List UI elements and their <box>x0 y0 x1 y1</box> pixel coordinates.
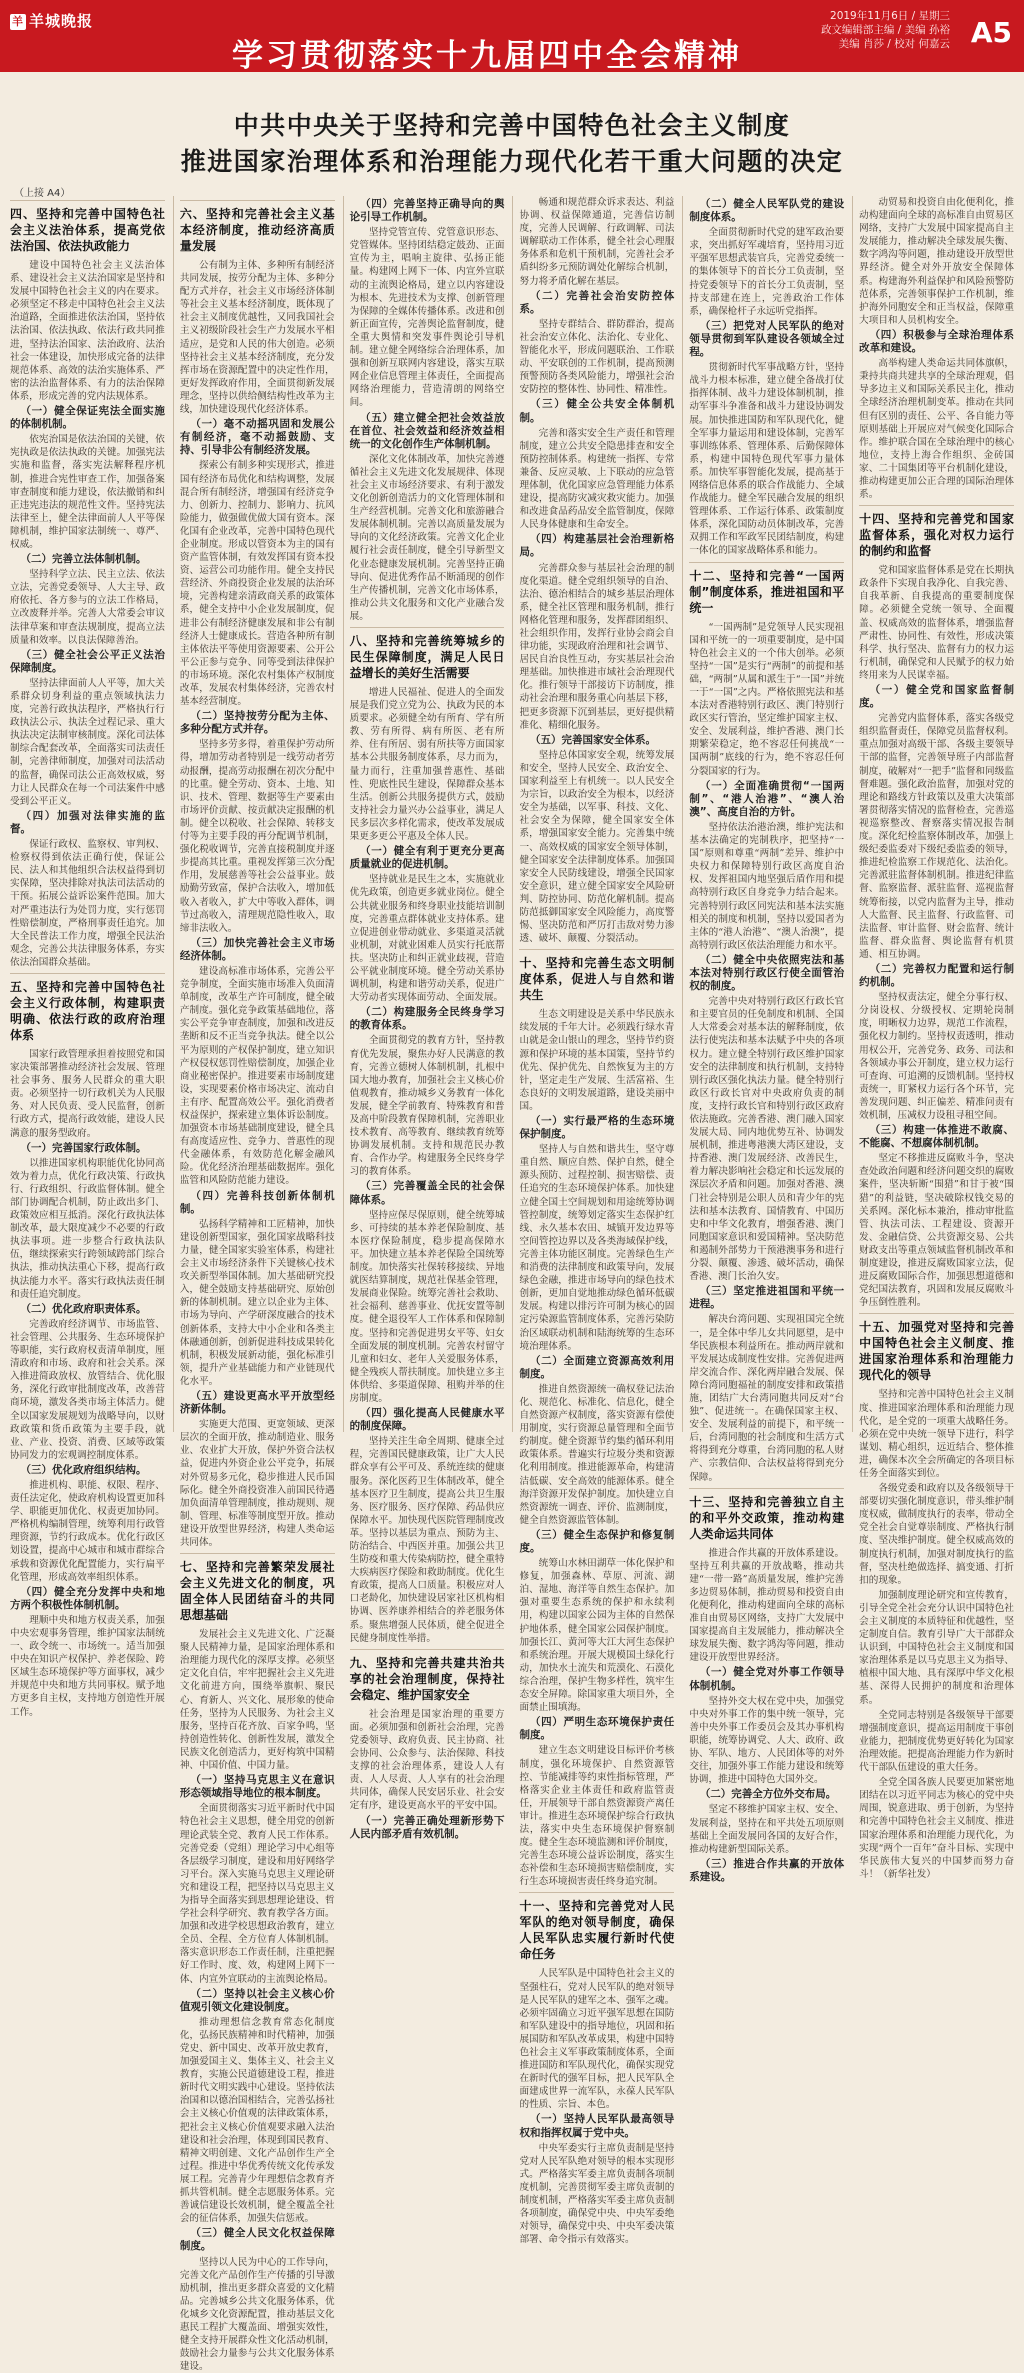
subsection-heading: （二）坚持以社会主义核心价值观引领文化建设制度。 <box>180 1988 335 2014</box>
subsection-heading: （三）优化政府组织结构。 <box>10 1464 165 1477</box>
paragraph: 以推进国家机构职能优化协同高效为着力点，优化行政决策、行政执行、行政组织、行政监督体制。健全部门协调配合机制，防止政出多门、政策效应相互抵消。深化行政执法体制改革，最大限度减少不必要的行政执法事项。进一步整合行政执法队伍，继续探索实行跨领域跨部门综合执法，推动执法重心下移，提高行政执法能力水平。落实行政执法责任制和责任追究制度。 <box>10 1157 165 1301</box>
section-heading: 四、坚持和完善中国特色社会主义法治体系，提高党依法治国、依法执政能力 <box>10 200 165 254</box>
subsection-heading: （二）完善立法体制机制。 <box>10 553 165 566</box>
column-text <box>859 196 1014 1881</box>
subsection-heading: （一）全面准确贯彻“一国两制”、“港人治港”、“澳人治澳”、高度自治的方针。 <box>689 780 844 819</box>
paragraph: 推进自然资源统一确权登记法治化、规范化、标准化、信息化，健全自然资源产权制度，落实资源有偿使用制度，实行资源总量管理和全面节约制度。健全资源节约集约循环利用政策体系。普遍实行垃圾分类和资源化利用制度。推进能源革命，构建清洁低碳、安全高效的能源体系。健全海洋资源开发保护制度。加快建立自然资源统一调查、评价、监测制度，健全自然资源监管体制。 <box>519 1383 674 1527</box>
subsection-heading: （三）坚定推进祖国和平统一进程。 <box>689 1285 844 1311</box>
column-text <box>350 198 505 1841</box>
paragraph: 坚持和完善中国特色社会主义制度、推进国家治理体系和治理能力现代化，是全党的一项重大战略任务。必须在党中央统一领导下进行，科学谋划、精心组织，远近结合、整体推进，确保本次全会所确定的各项目标任务全面落实到位。 <box>859 1388 1014 1480</box>
subsection-heading: （一）健全党对外事工作领导体制机制。 <box>689 1666 844 1692</box>
subsection-heading: （一）完善国家行政体制。 <box>10 1142 165 1155</box>
paragraph: 增进人民福祉、促进人的全面发展是我们党立党为公、执政为民的本质要求。必须健全幼有所育、学有所教、劳有所得、病有所医、老有所养、住有所居、弱有所扶等方面国家基本公共服务制度体系，尽力而为，量力而行，注重加强普惠性、基础性、兜底性民生建设，保障群众基本生活。创新公共服务提供方式，鼓励支持社会力量兴办公益事业，满足人民多层次多样化需求，使改革发展成果更多更公平惠及全体人民。 <box>350 686 505 843</box>
paragraph: 坚持应保尽保原则，健全统筹城乡、可持续的基本养老保险制度、基本医疗保险制度，稳步提高保障水平。加快建立基本养老保险全国统筹制度。加快落实社保转移接续、异地就医结算制度，规范社保基金管理，发展商业保险。统筹完善社会救助、社会福利、慈善事业、优抚安置等制度。健全退役军人工作体系和保障制度。坚持和完善促进男女平等、妇女全面发展的制度机制。完善农村留守儿童和妇女、老年人关爱服务体系，健全残疾人帮扶制度。加快建立多主体供给、多渠道保障、租购并举的住房制度。 <box>350 1209 505 1405</box>
subsection-heading: （一）健全保证宪法全面实施的体制机制。 <box>10 405 165 431</box>
paragraph: 全面贯彻落实习近平新时代中国特色社会主义思想，健全用党的创新理论武装全党、教育人民工作体系。完善党委（党组）理论学习中心组等各层级学习制度，建设和用好网络学习平台。深入实施马克思主义理论研究和建设工程，把坚持以马克思主义为指导全面落实到思想理论建设、哲学社会科学研究、教育教学各方面。加强和改进学校思想政治教育，建立全员、全程、全方位育人体制机制。落实意识形态工作责任制，注重把握好工作时、度、效，构建网上网下一体、内宣外宣联动的主流舆论格局。 <box>180 1802 335 1985</box>
paragraph: 推动理想信念教育常态化制度化，弘扬民族精神和时代精神，加强党史、新中国史、改革开放史教育，加强爱国主义、集体主义、社会主义教育，实施公民道德建设工程，推进新时代文明实践中心建设。坚持依法治国和以德治国相结合，完善弘扬社会主义核心价值观的法律政策体系，把社会主义核心价值观要求融入法治建设和社会治理，体现到国民教育、精神文明创建、文化产品创作生产全过程。推进中华优秀传统文化传承发展工程。完善青少年理想信念教育齐抓共管机制。健全志愿服务体系。完善诚信建设长效机制，健全覆盖全社会的征信体系，加强失信惩戒。 <box>180 2016 335 2226</box>
paragraph: 统筹山水林田湖草一体化保护和修复，加强森林、草原、河流、湖泊、湿地、海洋等自然生态保护。加强对重要生态系统的保护和永续利用，构建以国家公园为主体的自然保护地体系，健全国家公园保护制度。加强长江、黄河等大江大河生态保护和系统治理。开展大规模国土绿化行动，加快水土流失和荒漠化、石漠化综合治理，保护生物多样性，筑牢生态安全屏障。除国家重大项目外，全面禁止围填海。 <box>519 1557 674 1714</box>
paragraph: 坚持依法治港治澳，维护宪法和基本法确定的宪制秩序，把坚持“一国”原则和尊重“两制”差异、维护中央权力和保障特别行政区高度自治权、发挥祖国内地坚强后盾作用和提高特别行政区自身竞争力结合起来。完善特别行政区同宪法和基本法实施相关的制度和机制，坚持以爱国者为主体的“港人治港”、“澳人治澳”，提高特别行政区依法治理能力和水平。 <box>689 821 844 952</box>
subsection-heading: （四）强化提高人民健康水平的制度保障。 <box>350 1407 505 1433</box>
paragraph: 高举构建人类命运共同体旗帜，秉持共商共建共享的全球治理观，倡导多边主义和国际关系民主化，推动全球经济治理机制变革。推动在共同但有区别的责任、公平、各自能力等原则基础上开展应对气候变化国际合作。维护联合国在全球治理中的核心地位，支持上海合作组织、金砖国家、二十国集团等平台机制化建设，推动构建更加公正合理的国际治理体系。 <box>859 357 1014 501</box>
paragraph: 完善和落实安全生产责任和管理制度，建立公共安全隐患排查和安全预防控制体系。构建统一指挥、专常兼备、反应灵敏、上下联动的应急管理体制，优化国家应急管理能力体系建设，提高防灾减灾救灾能力。加强和改进食品药品安全监管制度，保障人民身体健康和生命安全。 <box>519 427 674 532</box>
paragraph: 坚持党管宣传、党管意识形态、党管媒体。坚持团结稳定鼓劲、正面宣传为主，唱响主旋律、弘扬正能量。构建网上网下一体、内宣外宣联动的主流舆论格局，建立以内容建设为根本、先进技术为支撑、创新管理为保障的全媒体传播体系。改进和创新正面宣传，完善舆论监督制度，健全重大舆情和突发事件舆论引导机制。建立健全网络综合治理体系，加强和创新互联网内容建设，落实互联网企业信息管理主体责任，全面提高网络治理能力，营造清朗的网络空间。 <box>350 226 505 409</box>
paragraph: 坚持专群结合、群防群治，提高社会治安立体化、法治化、专业化、智能化水平，形成问题联治、工作联动、平安联创的工作机制，提高预测预警预防各类风险能力，增强社会治安防控的整体性、协同性、精准性。 <box>519 318 674 397</box>
paragraph: 弘扬科学精神和工匠精神，加快建设创新型国家，强化国家战略科技力量，健全国家实验室体系，构建社会主义市场经济条件下关键核心技术攻关新型举国体制。加大基础研究投入，健全鼓励支持基础研究、原始创新的体制机制。建立以企业为主体、市场为导向、产学研深度融合的技术创新体系，支持大中小企业和各类主体融通创新，创新促进科技成果转化机制，积极发展新动能，强化标准引领，提升产业基础能力和产业链现代化水平。 <box>180 1218 335 1388</box>
column-text <box>180 200 335 2373</box>
section-heading: 十二、坚持和完善“一国两制”制度体系，推进祖国和平统一 <box>689 562 844 616</box>
paragraph: 建立生态文明建设目标评价考核制度，强化环境保护、自然资源管控、节能减排等约束性指标管理，严格落实企业主体责任和政府监管责任，开展领导干部自然资源资产离任审计。推进生态环境保护综合行政执法，落实中央生态环境保护督察制度。健全生态环境监测和评价制度，完善生态环境公益诉讼制度，落实生态补偿和生态环境损害赔偿制度，实行生态环境损害责任终身追究制。 <box>519 1744 674 1888</box>
subsection-heading: （三）健全人民文化权益保障制度。 <box>180 2227 335 2253</box>
paragraph: 实施更大范围、更宽领域、更深层次的全面开放，推动制造业、服务业、农业扩大开放，保护外资合法权益，促进内外资企业公平竞争，拓展对外贸易多元化，稳步推进人民币国际化。健全外商投资准入前国民待遇加负面清单管理制度，推动规则、规制、管理、标准等制度型开放。推动建设开放型世界经济，构建人类命运共同体。 <box>180 1418 335 1549</box>
paragraph: 建设高标准市场体系，完善公平竞争制度，全面实施市场准入负面清单制度，改革生产许可制度，健全破产制度。强化竞争政策基础地位，落实公平竞争审查制度，加强和改进反垄断和反不正当竞争执法。健全以公平为原则的产权保护制度，建立知识产权侵权惩罚性赔偿制度，加强企业商业秘密保护。推进要素市场制度建设，实现要素价格市场决定、流动自主有序、配置高效公平。强化消费者权益保护，探索建立集体诉讼制度。加强资本市场基础制度建设，健全具有高度适应性、竞争力、普惠性的现代金融体系，有效防范化解金融风险。优化经济治理基础数据库。强化监管和风险防范能力建设。 <box>180 965 335 1188</box>
paragraph: 坚持关注生命全周期、健康全过程，完善国民健康政策，让广大人民群众享有公平可及、系统连续的健康服务。深化医药卫生体制改革，健全基本医疗卫生制度，提高公共卫生服务、医疗服务、医疗保障、药品供应保障水平。加快现代医院管理制度改革。坚持以基层为重点、预防为主、防治结合、中西医并重。加强公共卫生防疫和重大传染病防控，健全重特大疾病医疗保险和救助制度。优化生育政策，提高人口质量。积极应对人口老龄化，加快建设居家社区机构相协调、医养康养相结合的养老服务体系。聚焦增强人民体质，健全促进全民健身制度性举措。 <box>350 1435 505 1645</box>
paragraph: 解决台湾问题、实现祖国完全统一，是全体中华儿女共同愿望，是中华民族根本利益所在。推动两岸就和平发展达成制度性安排。完善促进两岸交流合作、深化两岸融合发展、保障台湾同胞福祉的制度安排和政策措施，团结广大台湾同胞共同反对“台独”、促进统一。在确保国家主权、安全、发展利益的前提下，和平统一后，台湾同胞的社会制度和生活方式将得到充分尊重，台湾同胞的私人财产、宗教信仰、合法权益将得到充分保障。 <box>689 1313 844 1483</box>
paragraph: 坚持权责法定，健全分事行权、分岗设权、分级授权、定期轮岗制度，明晰权力边界，规范工作流程，强化权力制约。坚持权责透明，推动用权公开，完善党务、政务、司法和各领域办事公开制度，建立权力运行可查询、可追溯的反馈机制。坚持权责统一，盯紧权力运行各个环节，完善发现问题、纠正偏差、精准问责有效机制，压减权力设租寻租空间。 <box>859 991 1014 1122</box>
editors-line-2: 美编 肖莎 / 校对 何嘉云 <box>821 37 950 51</box>
subsection-heading: （二）全面建立资源高效利用制度。 <box>519 1355 674 1381</box>
subsection-heading: （二）构建服务全民终身学习的教育体系。 <box>350 1006 505 1032</box>
article-column <box>512 196 674 1432</box>
paragraph: 全面贯彻党的教育方针，坚持教育优先发展，聚焦办好人民满意的教育，完善立德树人体制机制，扎根中国大地办教育，加强社会主义核心价值观教育，推动城乡义务教育一体化发展，健全学前教育、特殊教育和普及高中阶段教育保障机制，完善职业技术教育、高等教育、继续教育统筹协调发展机制。支持和规范民办教育、合作办学。构建服务全民终身学习的教育体系。 <box>350 1034 505 1178</box>
paragraph: 全面贯彻新时代党的建军政治要求，突出抓好军魂培育，坚持用习近平强军思想武装官兵，完善党委统一的集体领导下的首长分工负责制，坚持党委领导下的首长分工负责制，坚持支部建在连上，完善政治工作体系，确保枪杆子永远听党指挥。 <box>689 226 844 318</box>
paragraph: 畅通和规范群众诉求表达、利益协调、权益保障通道，完善信访制度，完善人民调解、行政调解、司法调解联动工作体系，健全社会心理服务体系和危机干预机制，完善社会矛盾纠纷多元预防调处化解综合机制，努力将矛盾化解在基层。 <box>519 196 674 288</box>
issue-date: 2019年11月6日 / 星期三 <box>821 9 950 23</box>
article-column <box>173 196 335 1432</box>
section-heading: 六、坚持和完善社会主义基本经济制度，推动经济高质量发展 <box>180 200 335 254</box>
paragraph: 坚持就业是民生之本，实施就业优先政策，创造更多就业岗位。健全公共就业服务和终身职业技能培训制度，完善重点群体就业支持体系。建立促进创业带动就业、多渠道灵活就业机制，对就业困难人员实行托底帮扶。坚决防止和纠正就业歧视，营造公平就业制度环境。健全劳动关系协调机制，构建和谐劳动关系，促进广大劳动者实现体面劳动、全面发展。 <box>350 873 505 1004</box>
subsection-heading: （四）完善坚持正确导向的舆论引导工作机制。 <box>350 198 505 224</box>
section-heading: 十五、加强党对坚持和完善中国特色社会主义制度、推进国家治理体系和治理能力现代化的领导 <box>859 1313 1014 1383</box>
paragraph: “一国两制”是党领导人民实现祖国和平统一的一项重要制度，是中国特色社会主义的一个伟大创举。必须坚持“一国”是实行“两制”的前提和基础，“两制”从属和派生于“一国”并统一于“一国”之内。严格依照宪法和基本法对香港特别行政区、澳门特别行政区实行管治，坚定维护国家主权、安全、发展利益，维护香港、澳门长期繁荣稳定，绝不容忍任何挑战“一国两制”底线的行为，绝不容忍任何分裂国家的行为。 <box>689 621 844 778</box>
paragraph: 公有制为主体、多种所有制经济共同发展，按劳分配为主体、多种分配方式并存，社会主义市场经济体制等社会主义基本经济制度，既体现了社会主义制度优越性，又同我国社会主义初级阶段社会生产力发展水平相适应，是党和人民的伟大创造。必须坚持社会主义基本经济制度，充分发挥市场在资源配置中的决定性作用，更好发挥政府作用，全面贯彻新发展理念，坚持以供给侧结构性改革为主线，加快建设现代化经济体系。 <box>180 259 335 416</box>
paragraph: 保证行政权、监察权、审判权、检察权得到依法正确行使，保证公民、法人和其他组织合法权益得到切实保障，坚决排除对执法司法活动的干预。拓展公益诉讼案件范围。加大对严重违法行为处罚力度，实行惩罚性赔偿制度，严格刑事责任追究。加大全民普法工作力度，增强全民法治观念，完善公共法律服务体系，夯实依法治国群众基础。 <box>10 838 165 969</box>
paragraph: 理顺中央和地方权责关系，加强中央宏观事务管理，维护国家法制统一、政令统一、市场统一。适当加强中央在知识产权保护、养老保险、跨区域生态环境保护等方面事权，减少并规范中央和地方共同事权。赋予地方更多自主权，支持地方创造性开展工作。 <box>10 1614 165 1719</box>
subsection-heading: （二）完善全方位外交布局。 <box>689 1788 844 1801</box>
paragraph: 坚持法律面前人人平等，加大关系群众切身利益的重点领域执法力度，完善行政执法程序，严格执行行政执法公示、执法全过程记录、重大执法决定法制审核制度。深化司法体制综合配套改革，全面落实司法责任制，完善律师制度，加强对司法活动的监督，确保司法公正高效权威，努力让人民群众在每一个司法案件中感受到公平正义。 <box>10 677 165 808</box>
logo-seal-icon: 羊 <box>10 14 26 30</box>
headline-line-2: 推进国家治理体系和治理能力现代化若干重大问题的决定 <box>0 144 1024 180</box>
paragraph: 党和国家监督体系是党在长期执政条件下实现自我净化、自我完善、自我革新、自我提高的重要制度保障。必须健全党统一领导、全面覆盖、权威高效的监督体系，增强监督严肃性、协同性、有效性，形成决策科学、执行坚决、监督有力的权力运行机制，确保党和人民赋予的权力始终用来为人民谋幸福。 <box>859 564 1014 682</box>
subsection-heading: （一）毫不动摇巩固和发展公有制经济，毫不动摇鼓励、支持、引导非公有制经济发展。 <box>180 418 335 457</box>
paragraph: 推进合作共赢的开放体系建设。坚持互利共赢的开放战略，推动共建“一带一路”高质量发展，维护完善多边贸易体制，推动贸易和投资自由化便利化，推动构建面向全球的高标准自由贸易区网络，支持广大发展中国家提高自主发展能力，推动解决全球发展失衡、数字鸿沟等问题，推动建设开放型世界经济。 <box>689 1547 844 1665</box>
paragraph: 推进机构、职能、权限、程序、责任法定化，使政府机构设置更加科学、职能更加优化、权责更加协同。严格机构编制管理，统筹利用行政管理资源，节约行政成本。优化行政区划设置，提高中心城市和城市群综合承载和资源优化配置能力，实行扁平化管理，形成高效率组织体系。 <box>10 1479 165 1584</box>
subsection-heading: （三）健全公共安全体制机制。 <box>519 398 674 424</box>
subsection-heading: （五）完善国家安全体系。 <box>519 734 674 747</box>
subsection-heading: （二）优化政府职责体系。 <box>10 1303 165 1316</box>
subsection-heading: （四）健全充分发挥中央和地方两个积极性体制机制。 <box>10 1586 165 1612</box>
subsection-heading: （四）完善科技创新体制机制。 <box>180 1190 335 1216</box>
paragraph: 依宪治国是依法治国的关键，依宪执政是依法执政的关键。加强宪法实施和监督，落实宪法解释程序机制，推进合宪性审查工作，加强备案审查制度和能力建设，依法撤销和纠正违宪违法的规范性文件。坚持宪法法律至上，健全法律面前人人平等保障机制，维护国家法制统一、尊严、权威。 <box>10 433 165 551</box>
paragraph: 完善政府经济调节、市场监管、社会管理、公共服务、生态环境保护等职能，实行政府权责清单制度，厘清政府和市场、政府和社会关系。深入推进简政放权、放管结合、优化服务，深化行政审批制度改革，改善营商环境，激发各类市场主体活力。健全以国家发展规划为战略导向，以财政政策和货币政策为主要手段，就业、产业、投资、消费、区域等政策协同发力的宏观调控制度体系。 <box>10 1318 165 1462</box>
subsection-heading: （三）构建一体推进不敢腐、不能腐、不想腐体制机制。 <box>859 1124 1014 1150</box>
paragraph: 全党同志特别是各级领导干部要增强制度意识，提高运用制度干事创业能力，把制度优势更好转化为国家治理效能。把提高治理能力作为新时代干部队伍建设的重大任务。 <box>859 1709 1014 1774</box>
subsection-heading: （一）健全党和国家监督制度。 <box>859 684 1014 710</box>
subsection-heading: （四）严明生态环境保护责任制度。 <box>519 1716 674 1742</box>
subsection-heading: （四）积极参与全球治理体系改革和建设。 <box>859 329 1014 355</box>
section-heading: 十三、坚持和完善独立自主的和平外交政策，推动构建人类命运共同体 <box>689 1488 844 1542</box>
subsection-heading: （二）坚持按劳分配为主体、多种分配方式并存。 <box>180 710 335 736</box>
column-text <box>519 196 674 2246</box>
section-heading: 五、坚持和完善中国特色社会主义行政体制，构建职责明确、依法行政的政府治理体系 <box>10 973 165 1043</box>
article-column <box>852 196 1014 1432</box>
paragraph: 探索公有制多种实现形式，推进国有经济布局优化和结构调整，发展混合所有制经济，增强国有经济竞争力、创新力、控制力、影响力、抗风险能力，做强做优做大国有资本。深化国有企业改革，完善中国特色现代企业制度。形成以管资本为主的国有资产监管体制，有效发挥国有资本投资、运营公司功能作用。健全支持民营经济、外商投资企业发展的法治环境，完善构建亲清政商关系的政策体系，健全支持中小企业发展制度，促进非公有制经济健康发展和非公有制经济人士健康成长。营造各种所有制主体依法平等使用资源要素、公开公平公正参与竞争、同等受到法律保护的市场环境。深化农村集体产权制度改革，发展农村集体经济，完善农村基本经营制度。 <box>180 459 335 708</box>
paragraph: 社会治理是国家治理的重要方面。必须加强和创新社会治理，完善党委领导、政府负责、民主协商、社会协同、公众参与、法治保障、科技支撑的社会治理体系，建设人人有责、人人尽责、人人享有的社会治理共同体，确保人民安居乐业、社会安定有序，建设更高水平的平安中国。 <box>350 1708 505 1813</box>
paragraph: 坚持外交大权在党中央，加强党中央对外事工作的集中统一领导，完善中央外事工作委员会及其办事机构职能，统筹协调党、人大、政府、政协、军队、地方、人民团体等的对外交往，加强外事工作能力建设和统筹协调，推进中国特色大国外交。 <box>689 1695 844 1787</box>
subsection-heading: （三）健全社会公平正义法治保障制度。 <box>10 649 165 675</box>
paragraph: 人民军队是中国特色社会主义的坚强柱石，党对人民军队的绝对领导是人民军队的建军之本、强军之魂。必须牢固确立习近平强军思想在国防和军队建设中的指导地位，巩固和拓展国防和军队改革成果，构建中国特色社会主义军事政策制度体系，全面推进国防和军队现代化，确保实现党在新时代的强军目标，把人民军队全面建成世界一流军队，永葆人民军队的性质、宗旨、本色。 <box>519 1967 674 2111</box>
page-meta <box>821 9 950 51</box>
column-text <box>10 200 165 1719</box>
editors-line-1: 政文编辑部主编 / 美编 孙裕 <box>821 23 950 37</box>
section-heading: 九、坚持和完善共建共治共享的社会治理制度，保持社会稳定、维护国家安全 <box>350 1649 505 1703</box>
subsection-heading: （一）健全有利于更充分更高质量就业的促进机制。 <box>350 845 505 871</box>
subsection-heading: （四）构建基层社会治理新格局。 <box>519 533 674 559</box>
paragraph: 坚持多劳多得，着重保护劳动所得，增加劳动者特别是一线劳动者劳动报酬，提高劳动报酬在初次分配中的比重。健全劳动、资本、土地、知识、技术、管理、数据等生产要素由市场评价贡献、按贡献决定报酬的机制。健全以税收、社会保障、转移支付等为主要手段的再分配调节机制，强化税收调节，完善直接税制度并逐步提高其比重。重视发挥第三次分配作用，发展慈善等社会公益事业。鼓励勤劳致富，保护合法收入，增加低收入者收入，扩大中等收入群体，调节过高收入，清理规范隐性收入，取缔非法收入。 <box>180 738 335 934</box>
section-heading: 八、坚持和完善统筹城乡的民生保障制度，满足人民日益增长的美好生活需要 <box>350 627 505 681</box>
article-column <box>343 196 505 1432</box>
section-heading: 十一、坚持和完善党对人民军队的绝对领导制度，确保人民军队忠实履行新时代使命任务 <box>519 1892 674 1962</box>
paragraph: 完善党内监督体系，落实各级党组织监督责任，保障党员监督权利。重点加强对高级干部、各级主要领导干部的监督，完善领导班子内部监督制度，破解对“一把手”监督和同级监督难题。强化政治监督，加强对党的理论和路线方针政策以及重大决策部署贯彻落实情况的监督检查，完善巡视巡察整改、督察落实情况报告制度。深化纪检监察体制改革，加强上级纪委监委对下级纪委监委的领导，推进纪检监察工作规范化、法治化。完善派驻监督体制机制。推进纪律监督、监察监督、派驻监督、巡视监督统筹衔接，以党内监督为主导，推动人大监督、民主监督、行政监督、司法监督、审计监督、财会监督、统计监督、群众监督、舆论监督有机贯通、相互协调。 <box>859 712 1014 961</box>
subsection-heading: （二）健全中央依照宪法和基本法对特别行政区行使全面管治权的制度。 <box>689 954 844 993</box>
paragraph: 全党全国各族人民要更加紧密地团结在以习近平同志为核心的党中央周围，锐意进取、勇于创新，为坚持和完善中国特色社会主义制度、推进国家治理体系和治理能力现代化，为实现“两个一百年”奋斗目标、实现中华民族伟大复兴的中国梦而努力奋斗！（新华社发） <box>859 1776 1014 1881</box>
paragraph: 深化文化体制改革，加快完善遵循社会主义先进文化发展规律、体现社会主义市场经济要求、有利于激发文化创新创造活力的文化管理体制和生产经营机制。完善文化和旅游融合发展体制机制。完善以高质量发展为导向的文化经济政策。完善文化企业履行社会责任制度，健全引导新型文化业态健康发展机制。完善坚持正确导向、促进优秀作品不断涌现的创作生产传播机制，完善文化市场体系，推动公共文化服务和文化产业融合发展。 <box>350 453 505 623</box>
section-title: 学习贯彻落实十九届四中全会精神 <box>232 30 742 75</box>
subsection-heading: （一）实行最严格的生态环境保护制度。 <box>519 1115 674 1141</box>
paragraph: 完善中央对特别行政区行政长官和主要官员的任免制度和机制、全国人大常委会对基本法的解释制度，依法行使宪法和基本法赋予中央的各项权力。建立健全特别行政区维护国家安全的法律制度和执行机制，支持特别行政区强化执法力量。健全特别行政区行政长官对中央政府负责的制度，支持行政长官和特别行政区政府依法施政。完善香港、澳门融入国家发展大局、同内地优势互补、协调发展机制，推进粤港澳大湾区建设，支持香港、澳门发展经济、改善民生，着力解决影响社会稳定和长远发展的深层次矛盾和问题。加强对香港、澳门社会特别是公职人员和青少年的宪法和基本法教育、国情教育、中国历史和中华文化教育，增强香港、澳门同胞国家意识和爱国精神。坚决防范和遏制外部势力干预港澳事务和进行分裂、颠覆、渗透、破坏活动，确保香港、澳门长治久安。 <box>689 995 844 1283</box>
paragraph: 建设中国特色社会主义法治体系、建设社会主义法治国家是坚持和发展中国特色社会主义的内在要求。必须坚定不移走中国特色社会主义法治道路，全面推进依法治国，坚持依法治国、依法执政、依法行政共同推进，坚持法治国家、法治政府、法治社会一体建设，加快形成完备的法律规范体系、高效的法治实施体系、严密的法治监督体系、有力的法治保障体系，形成完善的党内法规体系。 <box>10 259 165 403</box>
paragraph: 坚定不移推进反腐败斗争，坚决查处政治问题和经济问题交织的腐败案件，坚决斩断“围猎”和甘于被“围猎”的利益链，坚决破除权钱交易的关系网。深化标本兼治，推动审批监管、执法司法、工程建设、资源开发、金融信贷、公共资源交易、公共财政支出等重点领域监督机制改革和制度建设，推进反腐败国家立法，促进反腐败国际合作，加强思想道德和党纪国法教育，巩固和发展反腐败斗争压倒性胜利。 <box>859 1152 1014 1309</box>
paragraph: 动贸易和投资自由化便利化，推动构建面向全球的高标准自由贸易区网络，支持广大发展中国家提高自主发展能力，推动解决全球发展失衡、数字鸿沟等问题，推动建设开放型世界经济。健全对外开放安全保障体系。构建海外利益保护和风险预警防范体系，完善领事保护工作机制，维护海外同胞安全和正当权益，保障重大项目和人员机构安全。 <box>859 196 1014 327</box>
subsection-heading: （三）加快完善社会主义市场经济体制。 <box>180 937 335 963</box>
subsection-heading: （二）完善社会治安防控体系。 <box>519 290 674 316</box>
paragraph: 坚持科学立法、民主立法、依法立法，完善党委领导、人大主导、政府依托、各方参与的立法工作格局，立改废释并举。完善人大常委会审议法律草案和审查法规制度，提高立法质量和效率。以良法保障善治。 <box>10 568 165 647</box>
subsection-heading: （五）建立健全把社会效益放在首位、社会效益和经济效益相统一的文化创作生产体制机制。 <box>350 412 505 451</box>
paragraph: 坚持总体国家安全观，统筹发展和安全，坚持人民安全、政治安全、国家利益至上有机统一。以人民安全为宗旨，以政治安全为根本，以经济安全为基础，以军事、科技、文化、社会安全为保障，健全国家安全体系，增强国家安全能力。完善集中统一、高效权威的国家安全领导体制，健全国家安全法律制度体系。加强国家安全人民防线建设，增强全民国家安全意识，建立健全国家安全风险研判、防控协同、防范化解机制。提高防范抵御国家安全风险能力，高度警惕、坚决防范和严厉打击敌对势力渗透、破坏、颠覆、分裂活动。 <box>519 749 674 945</box>
subsection-heading: （五）建设更高水平开放型经济新体制。 <box>180 1390 335 1416</box>
section-heading: 十四、坚持和完善党和国家监督体系，强化对权力运行的制约和监督 <box>859 505 1014 559</box>
subsection-heading: （一）完善正确处理新形势下人民内部矛盾有效机制。 <box>350 1815 505 1841</box>
article-headline <box>0 108 1024 180</box>
article-column <box>682 196 844 1432</box>
paragraph: 坚持人与自然和谐共生，坚守尊重自然、顺应自然、保护自然，健全源头预防、过程控制、损害赔偿、责任追究的生态环境保护体系。加快建立健全国土空间规划和用途统筹协调管控制度，统筹划定落实生态保护红线、永久基本农田、城镇开发边界等空间管控边界以及各类海域保护线，完善主体功能区制度。完善绿色生产和消费的法律制度和政策导向，发展绿色金融，推进市场导向的绿色技术创新，更加自觉地推动绿色循环低碳发展。构建以排污许可制为核心的固定污染源监管制度体系，完善污染防治区域联动机制和陆海统筹的生态环境治理体系。 <box>519 1143 674 1353</box>
subsection-heading: （二）完善权力配置和运行制约机制。 <box>859 963 1014 989</box>
headline-line-1: 中共中央关于坚持和完善中国特色社会主义制度 <box>0 108 1024 144</box>
subsection-heading: （一）坚持马克思主义在意识形态领域指导地位的根本制度。 <box>180 1774 335 1800</box>
subsection-heading: （三）健全生态保护和修复制度。 <box>519 1529 674 1555</box>
paragraph: 各级党委和政府以及各级领导干部要切实强化制度意识，带头维护制度权威，做制度执行的表率，带动全党全社会自觉尊崇制度、严格执行制度、坚决维护制度。健全权威高效的制度执行机制，加强对制度执行的监督，坚决杜绝做选择、搞变通、打折扣的现象。 <box>859 1482 1014 1587</box>
subsection-heading: （三）完善覆盖全民的社会保障体系。 <box>350 1180 505 1206</box>
page-banner <box>0 0 1024 72</box>
section-heading: 十、坚持和完善生态文明制度体系，促进人与自然和谐共生 <box>519 949 674 1003</box>
paragraph: 贯彻新时代军事战略方针，坚持战斗力根本标准，建立健全备战打仗指挥体制、战斗力建设体制机制，推动军事斗争准备和战斗力建设协调发展。加快推进国防和军队现代化，健全军事力量运用和建设体制，完善军事训练体系、管理体系、后勤保障体系，构建中国特色现代军事力量体系。加快军事智能化发展，提高基于网络信息体系的联合作战能力、全域作战能力。健全军民融合发展的组织管理体系、工作运行体系、政策制度体系，深化国防动员体制改革，完善双拥工作和军政军民团结制度，构建一体化的国家战略体系和能力。 <box>689 361 844 557</box>
article-columns <box>10 196 1014 1432</box>
subsection-heading: （三）把党对人民军队的绝对领导贯彻到军队建设各领域全过程。 <box>689 320 844 359</box>
paragraph: 发展社会主义先进文化、广泛凝聚人民精神力量，是国家治理体系和治理能力现代化的深厚支撑。必须坚定文化自信，牢牢把握社会主义先进文化前进方向，围绕举旗帜、聚民心、育新人、兴文化、展形象的使命任务，坚持为人民服务、为社会主义服务，坚持百花齐放、百家争鸣，坚持创造性转化、创新性发展，激发全民族文化创造活力，更好构筑中国精神、中国价值、中国力量。 <box>180 1628 335 1772</box>
subsection-heading: （四）加强对法律实施的监督。 <box>10 810 165 836</box>
section-heading: 七、坚持和完善繁荣发展社会主义先进文化的制度，巩固全体人民团结奋斗的共同思想基础 <box>180 1553 335 1623</box>
newspaper-logo: 羊 羊城晚报 <box>10 10 93 31</box>
paragraph: 国家行政管理承担着按照党和国家决策部署推动经济社会发展、管理社会事务、服务人民群众的重大职责。必须坚持一切行政机关为人民服务、对人民负责、受人民监督，创新行政方式，提高行政效能，建设人民满意的服务型政府。 <box>10 1048 165 1140</box>
column-text <box>689 198 844 1884</box>
paragraph: 坚定不移维护国家主权、安全、发展利益，坚持在和平共处五项原则基础上全面发展同各国的友好合作，推动构建新型国际关系。 <box>689 1803 844 1855</box>
subsection-heading: （三）推进合作共赢的开放体系建设。 <box>689 1858 844 1884</box>
article-column <box>10 196 165 1432</box>
paragraph: 坚持以人民为中心的工作导向，完善文化产品创作生产传播的引导激励机制，推出更多群众喜爱的文化精品。完善城乡公共文化服务体系，优化城乡文化资源配置，推动基层文化惠民工程扩大覆盖面、增强实效性，健全支持开展群众性文化活动机制，鼓励社会力量参与公共文化服务体系建设。 <box>180 2256 335 2373</box>
paragraph: 生态文明建设是关系中华民族永续发展的千年大计。必须践行绿水青山就是金山银山的理念，坚持节约资源和保护环境的基本国策，坚持节约优先、保护优先、自然恢复为主的方针，坚定走生产发展、生活富裕、生态良好的文明发展道路，建设美丽中国。 <box>519 1008 674 1113</box>
subsection-heading: （二）健全人民军队党的建设制度体系。 <box>689 198 844 224</box>
continued-note: （上接 A4） <box>14 184 70 199</box>
paragraph: 中央军委实行主席负责制是坚持党对人民军队绝对领导的根本实现形式。严格落实军委主席负责制各项制度机制，完善贯彻军委主席负责制的制度机制，严格落实军委主席负责制各项制度，确保党中央、中央军委绝对领导，确保党中央、中央军委决策部署、命令指示有效落实。 <box>519 2142 674 2247</box>
page-number: A5 <box>971 16 1012 49</box>
paragraph: 完善群众参与基层社会治理的制度化渠道。健全党组织领导的自治、法治、德治相结合的城乡基层治理体系，健全社区管理和服务机制，推行网格化管理和服务，发挥群团组织、社会组织作用，发挥行业协会商会自律功能，实现政府治理和社会调节、居民自治良性互动，夯实基层社会治理基础。加快推进市域社会治理现代化。推行领导干部接访下访制度，推动社会治理和服务重心向基层下移，把更多资源下沉到基层，更好提供精准化、精细化服务。 <box>519 562 674 732</box>
subsection-heading: （一）坚持人民军队最高领导权和指挥权属于党中央。 <box>519 2113 674 2139</box>
paragraph: 加强制度理论研究和宣传教育，引导全党全社会充分认识中国特色社会主义制度的本质特征和优越性，坚定制度自信。教育引导广大干部群众认识到，中国特色社会主义制度和国家治理体系是以马克思主义为指导、植根中国大地、具有深厚中华文化根基、深得人民拥护的制度和治理体系。 <box>859 1589 1014 1707</box>
